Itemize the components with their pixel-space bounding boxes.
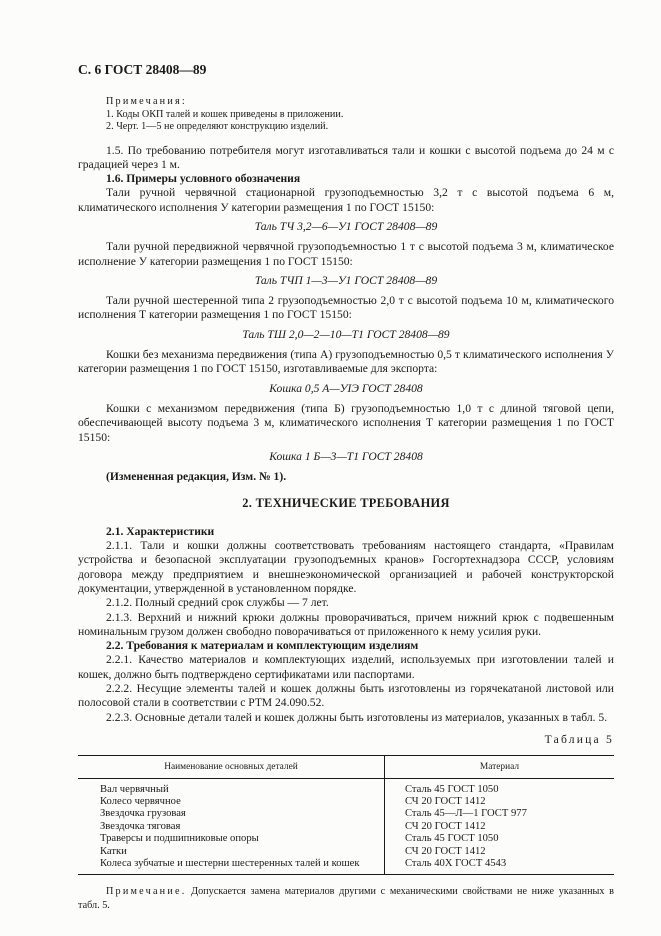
example-text: Тали ручной червячной стационарной грузоподъемностью 3,2 т с высотой подъема 6 м, климатического исполнения У категории размещения 1 по ГОСТ 15150:: [78, 186, 614, 214]
section-2-title: 2. ТЕХНИЧЕСКИЕ ТРЕБОВАНИЯ: [242, 496, 450, 511]
heading-1-6: 1.6. Примеры условного обозначения: [106, 172, 301, 186]
table-header-row: [78, 756, 614, 778]
table-row: [78, 808, 614, 820]
material-cell: Сталь 45—Л—1 ГОСТ 977: [405, 808, 527, 820]
note-item: 1. Коды ОКП талей и кошек приведены в приложении.: [106, 108, 344, 120]
table-caption: Таблица 5: [544, 732, 614, 746]
column-header-material: Материал: [385, 756, 615, 778]
note-item: 2. Черт. 1—5 не определяют конструкцию изделий.: [106, 121, 329, 132]
example-text: Кошки с механизмом передвижения (типа Б) грузоподъемностью 1,0 т с длиной тяговой цепи, обеспечивающей высоту подъема 3 м, климатического исполнения Т категории размещения 1 по ГОСТ 15150:: [78, 401, 614, 444]
edition-note: (Измененная редакция, Изм. № 1).: [106, 470, 287, 484]
table-row: [78, 846, 614, 858]
notes-title: Примечания:: [106, 96, 187, 107]
part-cell: Колесо червячное: [78, 796, 385, 808]
designation-formula: Таль ТЧП 1—3—У1 ГОСТ 28408—89: [254, 273, 438, 287]
designation-formula: Таль ТШ 2,0—2—10—Т1 ГОСТ 28408—89: [242, 327, 450, 341]
table-row: [78, 796, 614, 808]
paragraph-2-1-1: 2.1.1. Тали и кошки должны соответствовать требованиям настоящего стандарта, «Правилам устройства и безопасной эксплуатации грузоподъемных кранов» Госгортехнадзора СССР, условиям договора между предприятием и внешнеэкономической организацией и рабочей конструкторской документации, утвержденной в установленном порядке.: [78, 539, 614, 595]
page-header: С. 6 ГОСТ 28408—89: [78, 62, 207, 77]
table-row: [78, 858, 614, 875]
table-row: [78, 821, 614, 833]
example-text: Кошки без механизма передвижения (типа А) грузоподъемностью 0,5 т климатического исполнения У категории размещения 1 по ГОСТ 15150, изготавливаемые для экспорта:: [78, 348, 614, 376]
material-cell: СЧ 20 ГОСТ 1412: [405, 845, 486, 857]
material-cell: Сталь 45 ГОСТ 1050: [405, 833, 499, 845]
footnote-text: Допускается замена материалов другими с механическими свойствами не ниже указанных в табл. 5.: [78, 886, 614, 912]
paragraph-2-1-3: 2.1.3. Верхний и нижний крюки должны проворачиваться, причем нижний крюк с подвешенным номинальным грузом должен свободно поворачиваться от приложенного к нему усилия руки.: [78, 610, 614, 638]
material-cell: СЧ 20 ГОСТ 1412: [405, 796, 486, 807]
page-content: [78, 96, 614, 913]
footnote-label: Примечание.: [106, 886, 187, 898]
heading-2-2: 2.2. Требования к материалам и комплектующим изделиям: [106, 639, 419, 653]
part-cell: Звездочка грузовая: [78, 808, 385, 820]
paragraph-2-2-1: 2.2.1. Качество материалов и комплектующих изделий, используемых при изготовлении талей и кошек, должно быть подтверждено сертификатами или паспортами.: [78, 653, 614, 681]
example-text: Тали ручной передвижной червячной грузоподъемностью 1 т с высотой подъема 3 м, климатическое исполнение У категории размещения 1 по ГОСТ 15150:: [78, 240, 614, 268]
table-row: [78, 833, 614, 845]
notes-block: [78, 96, 614, 134]
designation-formula: Таль ТЧ 3,2—6—У1 ГОСТ 28408—89: [254, 219, 438, 233]
paragraph-2-2-2: 2.2.2. Несущие элементы талей и кошек должны быть изготовлены из горячекатаной листовой или полосовой стали в соответствии с РТМ 24.090.52.: [78, 682, 614, 710]
material-cell: Сталь 45 ГОСТ 1050: [405, 783, 499, 795]
designation-formula: Кошка 0,5 А—УIЭ ГОСТ 28408: [269, 381, 423, 395]
materials-table: [78, 755, 614, 875]
heading-2-1: 2.1. Характеристики: [106, 524, 215, 538]
part-cell: Звездочка тяговая: [78, 821, 385, 833]
paragraph-2-2-3: 2.2.3. Основные детали талей и кошек должны быть изготовлены из материалов, указанных в табл. 5.: [106, 710, 608, 724]
part-cell: Колеса зубчатые и шестерни шестеренных талей и кошек: [78, 858, 385, 875]
part-cell: Траверсы и подшипниковые опоры: [78, 833, 385, 845]
example-text: Тали ручной шестеренной типа 2 грузоподъемностью 2,0 т с высотой подъема 10 м, климатического исполнения Т категории размещения 1 по ГОСТ 15150:: [78, 294, 614, 322]
column-header-parts: Наименование основных деталей: [78, 756, 385, 778]
part-cell: Вал червячный: [78, 778, 385, 796]
table-row: [78, 778, 614, 796]
part-cell: Катки: [78, 846, 385, 858]
material-cell: СЧ 20 ГОСТ 1412: [405, 820, 486, 832]
paragraph-1-5: 1.5. По требованию потребителя могут изготавливаться тали и кошки с высотой подъема до 24 м с градацией через 1 м.: [78, 143, 614, 171]
paragraph-2-1-2: 2.1.2. Полный средний срок службы — 7 лет.: [106, 596, 329, 610]
table-footnote: [78, 885, 614, 913]
material-cell: Сталь 40Х ГОСТ 4543: [385, 858, 615, 875]
designation-formula: Кошка 1 Б—3—Т1 ГОСТ 28408: [269, 449, 423, 463]
